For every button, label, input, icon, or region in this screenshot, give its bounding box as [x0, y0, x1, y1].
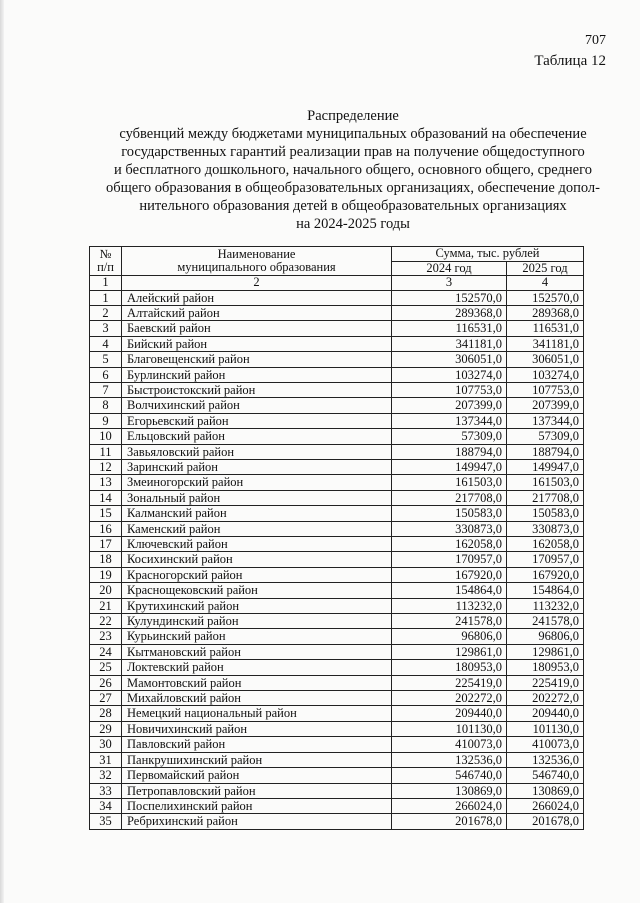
municipality-name: Быстроистокский район — [122, 382, 392, 397]
amount-2025: 137344,0 — [507, 413, 584, 428]
row-number: 2 — [90, 305, 122, 320]
row-number: 4 — [90, 336, 122, 351]
municipality-name: Новичихинский район — [122, 721, 392, 736]
amount-2024: 137344,0 — [392, 413, 507, 428]
row-number: 8 — [90, 398, 122, 413]
table-body — [90, 290, 584, 829]
table-row — [90, 413, 584, 428]
table-row — [90, 614, 584, 629]
amount-2024: 225419,0 — [392, 675, 507, 690]
row-number: 16 — [90, 521, 122, 536]
header-num — [90, 247, 122, 276]
row-number: 26 — [90, 675, 122, 690]
municipality-name: Михайловский район — [122, 691, 392, 706]
amount-2025: 202272,0 — [507, 691, 584, 706]
table-row — [90, 321, 584, 336]
amount-2025: 207399,0 — [507, 398, 584, 413]
table-row — [90, 521, 584, 536]
header-year-2025: 2025 год — [507, 261, 584, 276]
amount-2025: 152570,0 — [507, 290, 584, 305]
municipality-name: Заринский район — [122, 459, 392, 474]
row-number: 17 — [90, 537, 122, 552]
row-number: 13 — [90, 475, 122, 490]
municipality-name: Краснощековский район — [122, 583, 392, 598]
amount-2024: 116531,0 — [392, 321, 507, 336]
row-number: 25 — [90, 660, 122, 675]
municipality-name: Зональный район — [122, 490, 392, 505]
row-number: 9 — [90, 413, 122, 428]
column-number: 2 — [122, 276, 392, 291]
table-row — [90, 583, 584, 598]
table-row — [90, 506, 584, 521]
row-number: 30 — [90, 737, 122, 752]
amount-2025: 103274,0 — [507, 367, 584, 382]
amount-2025: 154864,0 — [507, 583, 584, 598]
row-number: 10 — [90, 429, 122, 444]
amount-2025: 410073,0 — [507, 737, 584, 752]
header-name — [122, 247, 392, 276]
table-row — [90, 752, 584, 767]
table-row — [90, 691, 584, 706]
amount-2025: 180953,0 — [507, 660, 584, 675]
amount-2024: 162058,0 — [392, 537, 507, 552]
amount-2024: 201678,0 — [392, 814, 507, 829]
municipality-name: Ельцовский район — [122, 429, 392, 444]
municipality-name: Курьинский район — [122, 629, 392, 644]
amount-2025: 57309,0 — [507, 429, 584, 444]
column-number: 4 — [507, 276, 584, 291]
amount-2025: 130869,0 — [507, 783, 584, 798]
amount-2024: 180953,0 — [392, 660, 507, 675]
row-number: 1 — [90, 290, 122, 305]
amount-2024: 207399,0 — [392, 398, 507, 413]
row-number: 33 — [90, 783, 122, 798]
amount-2024: 217708,0 — [392, 490, 507, 505]
amount-2025: 217708,0 — [507, 490, 584, 505]
heading-line: Распределение — [307, 108, 399, 124]
municipality-name: Каменский район — [122, 521, 392, 536]
header-name-line2: муниципального образования — [177, 260, 336, 274]
amount-2024: 546740,0 — [392, 768, 507, 783]
table-row — [90, 798, 584, 813]
amount-2024: 306051,0 — [392, 352, 507, 367]
municipality-name: Панкрушихинский район — [122, 752, 392, 767]
row-number: 24 — [90, 644, 122, 659]
row-number: 20 — [90, 583, 122, 598]
heading-line: и бесплатного дошкольного, начального общего, основного общего, среднего — [114, 162, 592, 178]
table-row — [90, 444, 584, 459]
scan-edge-shadow — [0, 0, 4, 903]
amount-2024: 154864,0 — [392, 583, 507, 598]
header-num-line1: № — [99, 246, 112, 261]
municipality-name: Ключевский район — [122, 537, 392, 552]
amount-2024: 57309,0 — [392, 429, 507, 444]
amount-2024: 96806,0 — [392, 629, 507, 644]
header-year-2024: 2024 год — [392, 261, 507, 276]
municipality-name: Егорьевский район — [122, 413, 392, 428]
heading-line: нительного образования детей в общеобразовательных организациях — [139, 198, 567, 214]
amount-2025: 341181,0 — [507, 336, 584, 351]
municipality-name: Кытмановский район — [122, 644, 392, 659]
column-number-row — [90, 276, 584, 291]
table-row — [90, 305, 584, 320]
amount-2025: 96806,0 — [507, 629, 584, 644]
municipality-name: Немецкий национальный район — [122, 706, 392, 721]
amount-2025: 188794,0 — [507, 444, 584, 459]
row-number: 5 — [90, 352, 122, 367]
row-number: 11 — [90, 444, 122, 459]
table-row — [90, 768, 584, 783]
amount-2024: 289368,0 — [392, 305, 507, 320]
amount-2024: 266024,0 — [392, 798, 507, 813]
amount-2025: 101130,0 — [507, 721, 584, 736]
table-row — [90, 567, 584, 582]
amount-2025: 225419,0 — [507, 675, 584, 690]
row-number: 32 — [90, 768, 122, 783]
row-number: 23 — [90, 629, 122, 644]
header-sum: Сумма, тыс. рублей — [392, 247, 584, 262]
municipality-name: Крутихинский район — [122, 598, 392, 613]
municipality-name: Павловский район — [122, 737, 392, 752]
row-number: 28 — [90, 706, 122, 721]
table-row — [90, 537, 584, 552]
table-row — [90, 660, 584, 675]
amount-2025: 162058,0 — [507, 537, 584, 552]
row-number: 7 — [90, 382, 122, 397]
amount-2025: 306051,0 — [507, 352, 584, 367]
municipality-name: Косихинский район — [122, 552, 392, 567]
amount-2024: 150583,0 — [392, 506, 507, 521]
amount-2024: 152570,0 — [392, 290, 507, 305]
municipality-name: Алтайский район — [122, 305, 392, 320]
amount-2025: 201678,0 — [507, 814, 584, 829]
municipality-name: Петропавловский район — [122, 783, 392, 798]
table-row — [90, 367, 584, 382]
municipality-name: Баевский район — [122, 321, 392, 336]
row-number: 19 — [90, 567, 122, 582]
heading-line: субвенций между бюджетами муниципальных образований на обеспечение — [119, 126, 587, 142]
amount-2024: 101130,0 — [392, 721, 507, 736]
amount-2024: 170957,0 — [392, 552, 507, 567]
amount-2025: 167920,0 — [507, 567, 584, 582]
table-row — [90, 382, 584, 397]
table-row — [90, 629, 584, 644]
table-row — [90, 737, 584, 752]
row-number: 29 — [90, 721, 122, 736]
table-row — [90, 475, 584, 490]
row-number: 6 — [90, 367, 122, 382]
amount-2025: 209440,0 — [507, 706, 584, 721]
amount-2024: 161503,0 — [392, 475, 507, 490]
municipality-name: Бурлинский район — [122, 367, 392, 382]
amount-2025: 113232,0 — [507, 598, 584, 613]
row-number: 27 — [90, 691, 122, 706]
heading-line: на 2024-2025 годы — [296, 216, 410, 232]
row-number: 15 — [90, 506, 122, 521]
amount-2024: 107753,0 — [392, 382, 507, 397]
amount-2024: 202272,0 — [392, 691, 507, 706]
amount-2025: 266024,0 — [507, 798, 584, 813]
amount-2024: 113232,0 — [392, 598, 507, 613]
amount-2024: 241578,0 — [392, 614, 507, 629]
table-row — [90, 675, 584, 690]
amount-2024: 341181,0 — [392, 336, 507, 351]
amount-2025: 129861,0 — [507, 644, 584, 659]
amount-2025: 170957,0 — [507, 552, 584, 567]
row-number: 21 — [90, 598, 122, 613]
row-number: 22 — [90, 614, 122, 629]
header-num-line2: п/п — [97, 260, 114, 274]
amount-2024: 149947,0 — [392, 459, 507, 474]
row-number: 3 — [90, 321, 122, 336]
row-number: 31 — [90, 752, 122, 767]
amount-2025: 161503,0 — [507, 475, 584, 490]
amount-2025: 149947,0 — [507, 459, 584, 474]
amount-2025: 546740,0 — [507, 768, 584, 783]
page-number: 707 — [585, 33, 606, 48]
amount-2024: 188794,0 — [392, 444, 507, 459]
amount-2024: 209440,0 — [392, 706, 507, 721]
heading-line: государственных гарантий реализации прав на получение общедоступного — [121, 144, 585, 160]
table-row — [90, 552, 584, 567]
municipality-name: Поспелихинский район — [122, 798, 392, 813]
municipality-name: Змеиногорский район — [122, 475, 392, 490]
table-row — [90, 598, 584, 613]
row-number: 35 — [90, 814, 122, 829]
table-row — [90, 429, 584, 444]
table-row — [90, 398, 584, 413]
amount-2025: 132536,0 — [507, 752, 584, 767]
amount-2024: 129861,0 — [392, 644, 507, 659]
distribution-table — [89, 246, 584, 830]
document-heading — [88, 107, 618, 233]
amount-2024: 167920,0 — [392, 567, 507, 582]
municipality-name: Первомайский район — [122, 768, 392, 783]
table-row — [90, 783, 584, 798]
amount-2024: 410073,0 — [392, 737, 507, 752]
table-row — [90, 490, 584, 505]
table-row — [90, 352, 584, 367]
municipality-name: Бийский район — [122, 336, 392, 351]
amount-2025: 107753,0 — [507, 382, 584, 397]
header-name-line1: Наименование — [217, 246, 296, 261]
table-row — [90, 290, 584, 305]
amount-2025: 116531,0 — [507, 321, 584, 336]
column-number: 3 — [392, 276, 507, 291]
row-number: 34 — [90, 798, 122, 813]
row-number: 14 — [90, 490, 122, 505]
municipality-name: Кулундинский район — [122, 614, 392, 629]
column-number: 1 — [90, 276, 122, 291]
amount-2025: 241578,0 — [507, 614, 584, 629]
table-row — [90, 706, 584, 721]
municipality-name: Алейский район — [122, 290, 392, 305]
table-row — [90, 721, 584, 736]
amount-2024: 132536,0 — [392, 752, 507, 767]
header-row-1 — [90, 247, 584, 262]
municipality-name: Локтевский район — [122, 660, 392, 675]
municipality-name: Мамонтовский район — [122, 675, 392, 690]
row-number: 18 — [90, 552, 122, 567]
municipality-name: Калманский район — [122, 506, 392, 521]
table-row — [90, 336, 584, 351]
municipality-name: Красногорский район — [122, 567, 392, 582]
heading-line: общего образования в общеобразовательных организациях, обеспечение допол- — [106, 180, 600, 196]
municipality-name: Благовещенский район — [122, 352, 392, 367]
amount-2025: 289368,0 — [507, 305, 584, 320]
municipality-name: Завьяловский район — [122, 444, 392, 459]
amount-2024: 103274,0 — [392, 367, 507, 382]
table-row — [90, 814, 584, 829]
municipality-name: Ребрихинский район — [122, 814, 392, 829]
table-row — [90, 459, 584, 474]
amount-2025: 150583,0 — [507, 506, 584, 521]
amount-2024: 130869,0 — [392, 783, 507, 798]
amount-2024: 330873,0 — [392, 521, 507, 536]
table-label: Таблица 12 — [534, 53, 606, 69]
municipality-name: Волчихинский район — [122, 398, 392, 413]
amount-2025: 330873,0 — [507, 521, 584, 536]
table-row — [90, 644, 584, 659]
row-number: 12 — [90, 459, 122, 474]
